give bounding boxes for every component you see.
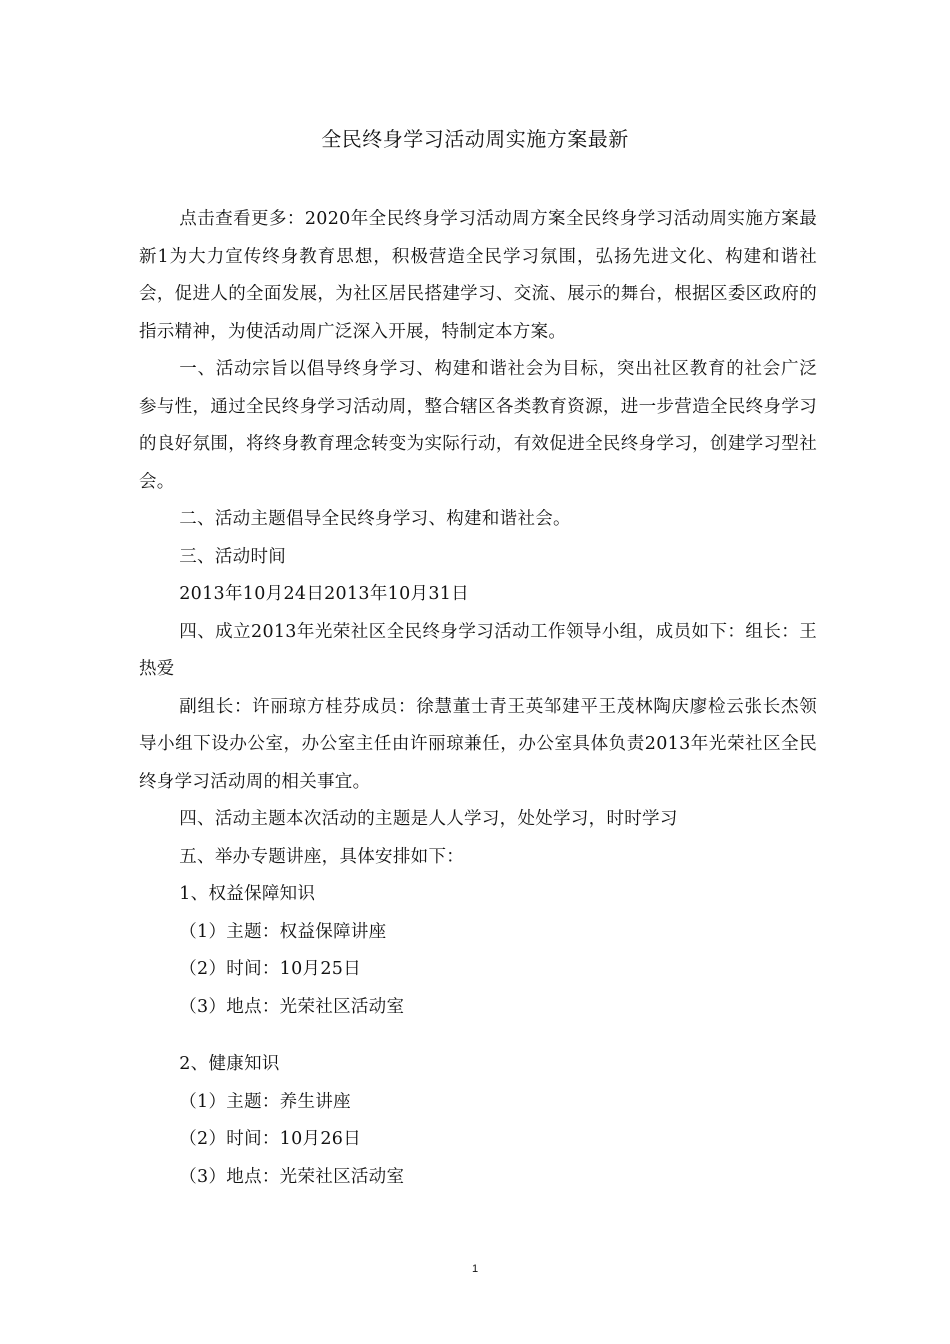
section-leadership-paragraph: 四、成立2013年光荣社区全民终身学习活动工作领导小组，成员如下：组长：王热爱 bbox=[139, 621, 817, 679]
section-members-paragraph: 副组长：许丽琼方桂芬成员：徐慧董士青王英邹建平王茂林陶庆廖检云张长杰领导小组下设办公室，办公室主任由许丽琼兼任，办公室具体负责2013年光荣社区全民终身学习活动周的相关事宜。 bbox=[139, 696, 817, 792]
intro-paragraph: 点击查看更多：2020年全民终身学习活动周方案全民终身学习活动周实施方案最新1为大力宣传终身教育思想，积极营造全民学习氛围，弘扬先进文化、构建和谐社会，促进人的全面发展，为社区居民搭建学习、交流、展示的舞台，根据区委区政府的指示精神，为使活动周广泛深入开展，特制定本方案。 bbox=[139, 209, 817, 342]
lecture-1-topic: （1）主题：权益保障讲座 bbox=[179, 921, 387, 942]
section-time-heading: 三、活动时间 bbox=[179, 546, 287, 567]
section-time-dates: 2013年10月24日2013年10月31日 bbox=[179, 584, 469, 604]
lecture-2-heading: 2、健康知识 bbox=[179, 1054, 280, 1074]
lecture-1-time: （2）时间：10月25日 bbox=[179, 959, 362, 979]
section-activity-theme-paragraph: 四、活动主题本次活动的主题是人人学习，处处学习，时时学习 bbox=[179, 809, 678, 829]
lecture-2-topic: （1）主题：养生讲座 bbox=[179, 1091, 351, 1112]
page-number: 1 bbox=[471, 1263, 479, 1275]
section-theme-paragraph: 二、活动主题倡导全民终身学习、构建和谐社会。 bbox=[179, 509, 571, 529]
section-spacer bbox=[139, 1026, 817, 1046]
section-purpose-paragraph: 一、活动宗旨以倡导终身学习、构建和谐社会为目标，突出社区教育的社会广泛参与性，通过全民终身学习活动周，整合辖区各类教育资源，进一步营造全民终身学习的良好氛围，将终身教育理念转变为实际行动，有效促进全民终身学习，创建学习型社会。 bbox=[139, 359, 817, 492]
lecture-2-location: （3）地点：光荣社区活动室 bbox=[179, 1166, 405, 1187]
document-title: 全民终身学习活动周实施方案最新 bbox=[321, 127, 629, 151]
document-body bbox=[139, 201, 817, 1196]
lecture-1-location: （3）地点：光荣社区活动室 bbox=[179, 996, 405, 1017]
lecture-1-heading: 1、权益保障知识 bbox=[179, 884, 316, 904]
section-lectures-heading: 五、举办专题讲座，具体安排如下： bbox=[179, 846, 465, 867]
lecture-2-time: （2）时间：10月26日 bbox=[179, 1129, 362, 1149]
